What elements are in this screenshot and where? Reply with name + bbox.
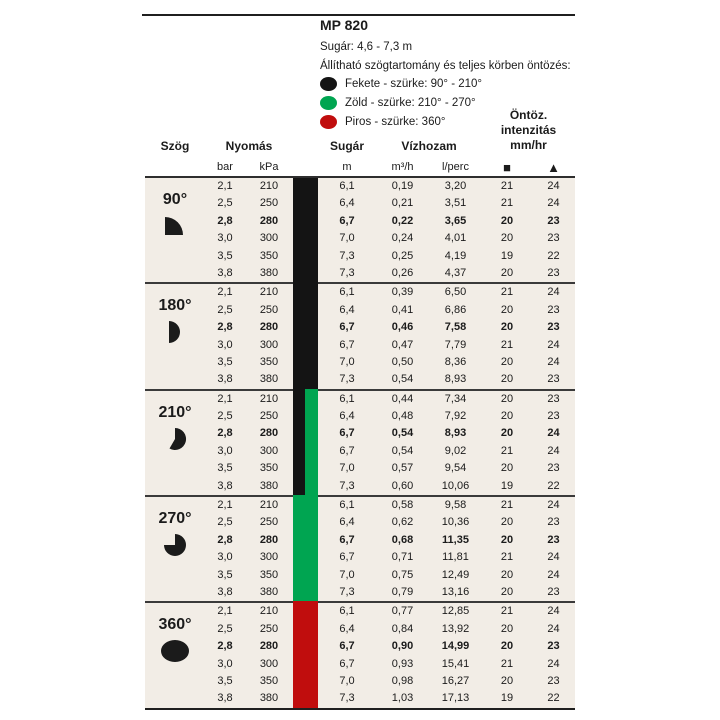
angle-label: 180° — [158, 297, 192, 315]
table-cell: 20 — [500, 373, 514, 386]
pie-270-icon — [162, 533, 188, 557]
table-cell: 21 — [500, 499, 514, 512]
table-cell: 16,27 — [441, 674, 470, 687]
table-cell: 20 — [500, 427, 514, 440]
table-cell: 0,41 — [391, 303, 414, 316]
table-cell: 6,1 — [339, 605, 355, 618]
table-cell: 380 — [259, 692, 279, 705]
table-cell: 280 — [259, 533, 279, 546]
legend-intro: Állítható szögtartomány és teljes körben öntözés: — [320, 60, 571, 72]
table-cell: 2,1 — [217, 286, 233, 299]
table-cell: 7,0 — [339, 462, 355, 475]
table-cell: 0,57 — [391, 462, 414, 475]
table-cell: 13,16 — [441, 585, 470, 598]
table-cell: 210 — [259, 286, 279, 299]
product-title: MP 820 — [320, 17, 368, 33]
table-cell: 380 — [259, 585, 279, 598]
table-cell: 11,81 — [442, 551, 469, 564]
table-cell: 6,4 — [339, 197, 355, 210]
table-cell: 3,8 — [217, 266, 233, 279]
table-cell: 7,92 — [444, 410, 467, 423]
angle-label: 270° — [158, 510, 192, 528]
table-cell: 2,5 — [217, 622, 233, 635]
table-cell: 3,5 — [217, 462, 233, 475]
color-bar-black — [293, 282, 318, 388]
table-cell: 0,60 — [391, 479, 414, 492]
table-cell: 3,0 — [217, 444, 233, 457]
table-cell: 21 — [500, 286, 514, 299]
table-cell: 23 — [547, 321, 560, 334]
table-cell: 4,01 — [444, 232, 467, 245]
table-cell: 14,99 — [441, 640, 470, 653]
table-cell: 3,0 — [217, 338, 233, 351]
table-cell: 2,5 — [217, 197, 233, 210]
table-cell: 24 — [547, 657, 560, 670]
table-cell: 22 — [547, 692, 560, 705]
table-cell: 3,5 — [217, 355, 233, 368]
table-cell: 7,3 — [339, 585, 355, 598]
table-cell: 0,44 — [391, 392, 414, 405]
angle-section-270 — [145, 495, 575, 601]
table-cell: 22 — [547, 249, 560, 262]
legend-label: Piros - szürke: 360° — [345, 116, 446, 128]
table-cell: 23 — [547, 533, 560, 546]
table-cell: 280 — [259, 321, 279, 334]
table-cell: 23 — [547, 585, 560, 598]
col-header-flow: Vízhozam — [401, 139, 457, 153]
table-cell: 280 — [259, 640, 279, 653]
table-cell: 23 — [547, 516, 560, 529]
table-cell: 10,06 — [441, 479, 470, 492]
table-cell: 20 — [500, 355, 514, 368]
table-cell: 7,3 — [339, 249, 355, 262]
table-cell: 20 — [500, 266, 514, 279]
table-cell: 300 — [259, 444, 279, 457]
table-cell: 20 — [500, 410, 514, 423]
table-cell: 15,41 — [441, 657, 470, 670]
table-cell: 24 — [547, 568, 560, 581]
table-cell: 2,1 — [217, 392, 233, 405]
table-cell: 10,36 — [441, 516, 470, 529]
table-cell: 2,1 — [217, 499, 233, 512]
table-cell: 20 — [500, 533, 514, 546]
table-cell: 0,77 — [391, 605, 414, 618]
table-cell: 6,7 — [339, 657, 355, 670]
angle-label: 90° — [162, 191, 188, 208]
table-cell: 250 — [259, 516, 279, 529]
table-cell: 0,54 — [391, 444, 414, 457]
table-cell: 23 — [547, 410, 560, 423]
unit-lperc: l/perc — [442, 161, 469, 173]
angle-label: 210° — [158, 403, 192, 421]
table-cell: 0,46 — [391, 321, 414, 334]
table-cell: 7,0 — [339, 674, 355, 687]
angle-section-210 — [145, 389, 575, 495]
table-cell: 20 — [500, 516, 514, 529]
pie-210-icon — [163, 427, 187, 451]
green-dot-icon — [320, 96, 337, 110]
table-cell: 0,22 — [391, 214, 414, 227]
table-cell: 20 — [500, 321, 514, 334]
table-cell: 20 — [500, 640, 514, 653]
table-cell: 300 — [259, 551, 279, 564]
table-cell: 0,68 — [391, 533, 414, 546]
table-cell: 2,1 — [217, 180, 233, 192]
table-cell: 3,8 — [217, 373, 233, 386]
table-cell: 0,47 — [391, 338, 414, 351]
table-cell: 3,51 — [444, 197, 467, 210]
table-body — [145, 178, 575, 708]
angle-cell — [145, 603, 205, 707]
table-cell: 0,54 — [391, 427, 414, 440]
table-cell: 9,02 — [444, 444, 467, 457]
table-cell: 20 — [500, 674, 514, 687]
col-header-radius: Sugár — [329, 139, 364, 153]
angle-section-360 — [145, 601, 575, 707]
table-cell: 210 — [259, 392, 279, 405]
angle-label: 360° — [158, 616, 192, 634]
table-cell: 23 — [547, 214, 560, 227]
table-cell: 6,1 — [339, 392, 355, 405]
table-cell: 6,50 — [444, 286, 467, 299]
table-cell: 0,48 — [391, 410, 414, 423]
table-cell: 2,5 — [217, 410, 233, 423]
table-cell: 6,1 — [339, 286, 355, 299]
table-cell: 250 — [259, 303, 279, 316]
table-cell: 0,90 — [391, 640, 414, 653]
table-cell: 350 — [259, 674, 279, 687]
table-cell: 20 — [500, 462, 514, 475]
table-cell: 2,8 — [217, 640, 233, 653]
table-cell: 20 — [500, 392, 514, 405]
table-cell: 7,79 — [444, 338, 467, 351]
table-cell: 280 — [259, 427, 279, 440]
table-cell: 6,1 — [339, 499, 355, 512]
table-cell: 23 — [547, 392, 560, 405]
table-cell: 0,50 — [391, 355, 414, 368]
col-header-angle: Szög — [160, 139, 190, 153]
table-cell: 24 — [547, 605, 560, 618]
table-cell: 6,7 — [339, 444, 355, 457]
table-cell: 19 — [500, 479, 514, 492]
table-cell: 250 — [259, 197, 279, 210]
table-cell: 9,54 — [444, 462, 467, 475]
table-cell: 23 — [547, 266, 560, 279]
table-cell: 7,0 — [339, 568, 355, 581]
table-cell: 0,79 — [391, 585, 414, 598]
color-bar-red — [293, 601, 318, 707]
table-cell: 6,4 — [339, 410, 355, 423]
table-cell: 0,93 — [391, 657, 414, 670]
unit-m3h: m³/h — [391, 161, 414, 173]
pie-90-icon — [163, 214, 187, 236]
table-cell: 350 — [259, 355, 279, 368]
table-cell: 6,4 — [339, 622, 355, 635]
color-bar-green — [293, 495, 318, 601]
table-cell: 24 — [547, 499, 560, 512]
table-cell: 6,4 — [339, 516, 355, 529]
table-cell: 4,19 — [444, 249, 467, 262]
table-cell: 9,58 — [444, 499, 467, 512]
angle-cell — [145, 391, 205, 495]
table-cell: 7,3 — [339, 692, 355, 705]
unit-kpa: kPa — [259, 161, 279, 173]
table-cell: 6,7 — [339, 338, 355, 351]
table-cell: 250 — [259, 410, 279, 423]
table-cell: 21 — [500, 605, 514, 618]
table-cell: 4,37 — [444, 266, 467, 279]
table-cell: 23 — [547, 303, 560, 316]
table-cell: 210 — [259, 499, 279, 512]
table-cell: 20 — [500, 214, 514, 227]
bottom-rule — [145, 708, 575, 710]
table-cell: 8,93 — [444, 427, 467, 440]
table-cell: 17,13 — [441, 692, 470, 705]
table-cell: 2,1 — [217, 605, 233, 618]
table-cell: 0,58 — [391, 499, 414, 512]
table-cell: 0,62 — [391, 516, 414, 529]
table-cell: 20 — [500, 622, 514, 635]
table-cell: 300 — [259, 232, 279, 245]
table-cell: 6,7 — [339, 551, 355, 564]
table-cell: 24 — [547, 197, 560, 210]
col-header-pressure: Nyomás — [225, 139, 273, 153]
table-cell: 24 — [547, 427, 560, 440]
table-cell: 2,8 — [217, 321, 233, 334]
table-cell: 0,54 — [391, 373, 414, 386]
legend-label: Zöld - szürke: 210° - 270° — [345, 97, 476, 109]
table-cell: 280 — [259, 214, 279, 227]
table-cell: 2,8 — [217, 533, 233, 546]
table-cell: 0,71 — [391, 551, 414, 564]
table-cell: 23 — [547, 640, 560, 653]
color-bar-black-green — [293, 389, 318, 495]
unit-bar: bar — [217, 161, 233, 173]
table-cell: 23 — [547, 674, 560, 687]
table-cell: 3,8 — [217, 585, 233, 598]
table-cell: 350 — [259, 568, 279, 581]
table-cell: 21 — [500, 180, 514, 192]
table-cell: 3,0 — [217, 657, 233, 670]
table-cell: 2,5 — [217, 516, 233, 529]
table-cell: 6,7 — [339, 427, 355, 440]
table-cell: 20 — [500, 585, 514, 598]
table-cell: 24 — [547, 338, 560, 351]
square-symbol-icon: ■ — [503, 160, 511, 175]
table-cell: 12,85 — [441, 605, 470, 618]
table-cell: 3,65 — [444, 214, 467, 227]
table-cell: 7,3 — [339, 479, 355, 492]
table-cell: 250 — [259, 622, 279, 635]
radius-range: Sugár: 4,6 - 7,3 m — [320, 41, 413, 53]
pie-180-icon — [168, 320, 182, 344]
table-cell: 6,7 — [339, 640, 355, 653]
table-cell: 380 — [259, 479, 279, 492]
table-cell: 3,0 — [217, 551, 233, 564]
angle-section-180 — [145, 282, 575, 388]
legend-item — [320, 77, 575, 91]
table-cell: 3,0 — [217, 232, 233, 245]
table-cell: 11,35 — [442, 533, 469, 546]
table-cell: 24 — [547, 286, 560, 299]
table-cell: 0,75 — [391, 568, 414, 581]
table-cell: 0,98 — [391, 674, 414, 687]
table-cell: 19 — [500, 692, 514, 705]
table-cell: 12,49 — [441, 568, 470, 581]
table-cell: 7,3 — [339, 266, 355, 279]
table-cell: 350 — [259, 462, 279, 475]
table-cell: 20 — [500, 303, 514, 316]
table-cell: 7,58 — [444, 321, 467, 334]
table-cell: 21 — [500, 338, 514, 351]
table-cell: 7,3 — [339, 373, 355, 386]
unit-m: m — [342, 161, 352, 173]
table-cell: 7,34 — [444, 392, 467, 405]
table-cell: 3,8 — [217, 692, 233, 705]
col-header-intensity-line2: mm/hr — [510, 138, 547, 152]
table-cell: 22 — [547, 479, 560, 492]
table-cell: 23 — [547, 462, 560, 475]
table-cell: 2,8 — [217, 214, 233, 227]
table-cell: 3,5 — [217, 674, 233, 687]
table-cell: 19 — [500, 249, 514, 262]
table-cell: 210 — [259, 180, 279, 192]
table-cell: 24 — [547, 622, 560, 635]
table-cell: 6,7 — [339, 533, 355, 546]
table-cell: 21 — [500, 197, 514, 210]
table-cell: 13,92 — [441, 622, 470, 635]
table-cell: 3,8 — [217, 479, 233, 492]
table-cell: 2,5 — [217, 303, 233, 316]
table-cell: 8,36 — [444, 355, 467, 368]
triangle-symbol-icon: ▲ — [547, 160, 560, 175]
table-cell: 300 — [259, 657, 279, 670]
table-cell: 6,1 — [339, 180, 355, 192]
table-cell: 24 — [547, 355, 560, 368]
table-cell: 1,03 — [391, 692, 414, 705]
table-cell: 0,26 — [391, 266, 414, 279]
table-cell: 3,5 — [217, 249, 233, 262]
color-bar-black — [293, 178, 318, 282]
table-cell: 6,7 — [339, 321, 355, 334]
table-cell: 21 — [500, 444, 514, 457]
table-cell: 300 — [259, 338, 279, 351]
table-cell: 3,5 — [217, 568, 233, 581]
table-cell: 0,19 — [391, 180, 414, 192]
table-cell: 20 — [500, 232, 514, 245]
table-cell: 24 — [547, 444, 560, 457]
legend-label: Fekete - szürke: 90° - 210° — [345, 78, 483, 90]
table-cell: 6,7 — [339, 214, 355, 227]
table-cell: 23 — [547, 232, 560, 245]
table-cell: 350 — [259, 249, 279, 262]
table-cell: 380 — [259, 266, 279, 279]
table-cell: 21 — [500, 657, 514, 670]
table-cell: 210 — [259, 605, 279, 618]
table-cell: 8,93 — [444, 373, 467, 386]
table-cell: 21 — [500, 551, 514, 564]
table-cell: 6,86 — [444, 303, 467, 316]
table-cell: 0,84 — [391, 622, 414, 635]
table-cell: 380 — [259, 373, 279, 386]
table-cell: 7,0 — [339, 232, 355, 245]
table-cell: 23 — [547, 373, 560, 386]
circle-360-icon — [160, 639, 190, 663]
black-dot-icon — [320, 77, 337, 91]
table-cell: 0,21 — [391, 197, 414, 210]
angle-cell — [145, 284, 205, 388]
col-header-intensity-line1: Öntöz. intenzitás — [500, 108, 557, 137]
table-cell: 7,0 — [339, 355, 355, 368]
table-cell: 6,4 — [339, 303, 355, 316]
table-cell: 20 — [500, 568, 514, 581]
angle-section-90 — [145, 178, 575, 282]
table-cell: 24 — [547, 180, 560, 192]
col-header-intensity — [482, 108, 575, 156]
table-cell: 0,24 — [391, 232, 414, 245]
angle-cell — [145, 497, 205, 601]
table-cell: 24 — [547, 551, 560, 564]
table-cell: 0,25 — [391, 249, 414, 262]
top-rule — [142, 14, 575, 16]
table-cell: 2,8 — [217, 427, 233, 440]
angle-cell — [145, 178, 205, 282]
table-cell: 3,20 — [444, 180, 467, 192]
table-cell: 0,39 — [391, 286, 414, 299]
